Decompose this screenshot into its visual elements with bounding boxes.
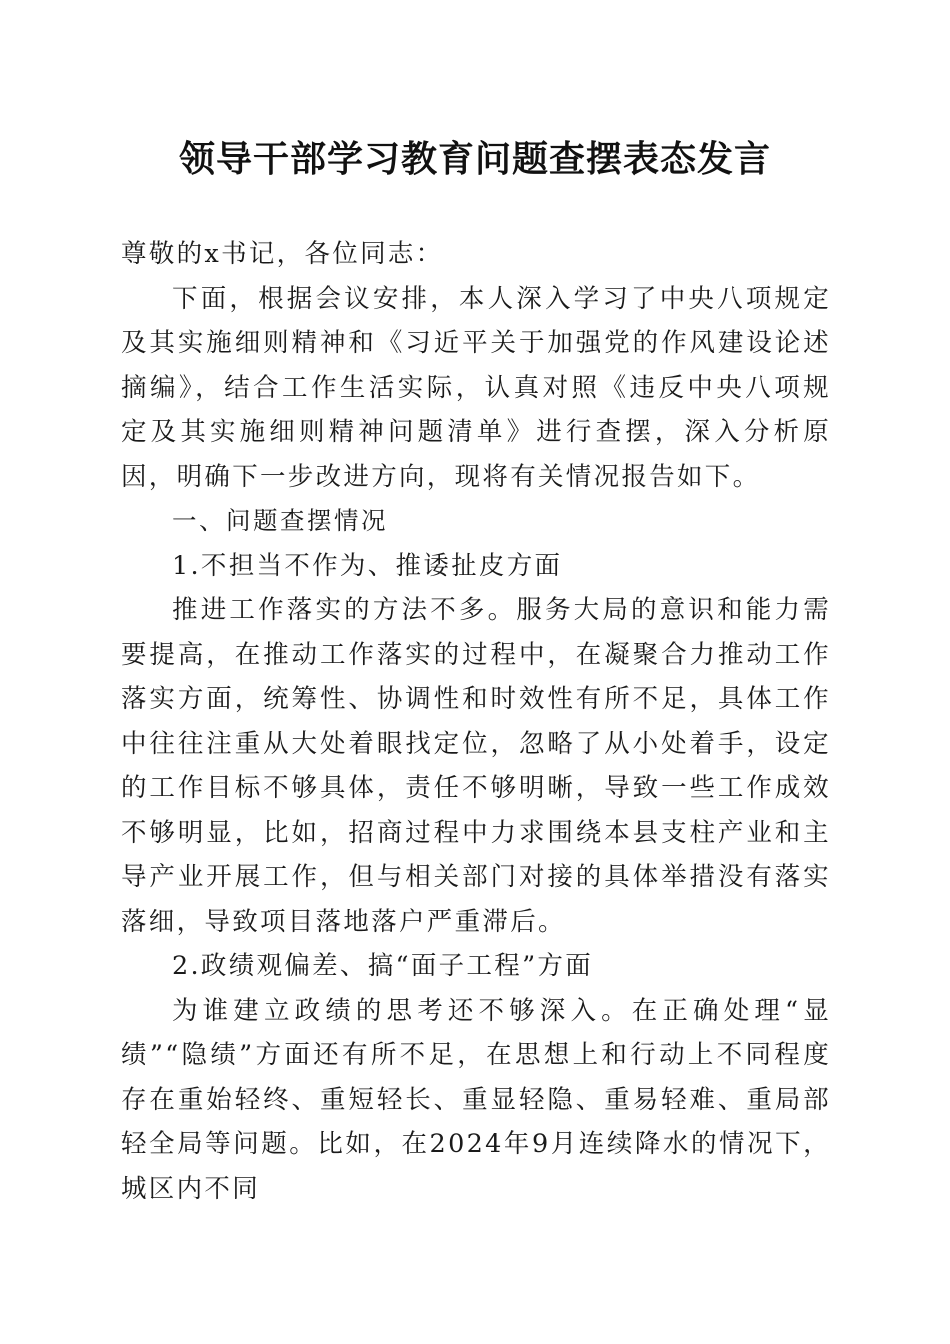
item-heading: 1.不担当不作为、推诿扯皮方面 bbox=[172, 550, 563, 581]
document-body bbox=[121, 232, 831, 1211]
intro-paragraph: 下面，根据会议安排，本人深入学习了中央八项规定及其实施细则精神和《习近平关于加强党的作风建设论述摘编》，结合工作生活实际，认真对照《违反中央八项规定及其实施细则精神问题清单》进行查摆，深入分析原因，明确下一步改进方向，现将有关情况报告如下。 bbox=[121, 283, 831, 492]
document-title: 领导干部学习教育问题查摆表态发言 bbox=[178, 138, 771, 180]
salutation: 尊敬的x书记，各位同志： bbox=[121, 239, 444, 269]
section-heading: 一、问题查摆情况 bbox=[172, 506, 388, 535]
item-paragraph: 推进工作落实的方法不多。服务大局的意识和能力需要提高，在推动工作落实的过程中，在凝聚合力推动工作落实方面，统筹性、协调性和时效性有所不足，具体工作中往往注重从大处着眼找定位，忽略了从小处着手，设定的工作目标不够具体，责任不够明晰，导致一些工作成效不够明显，比如，招商过程中力求围绕本县支柱产业和主导产业开展工作，但与相关部门对接的具体举措没有落实落细，导致项目落地落户严重滞后。 bbox=[121, 595, 831, 937]
item-paragraph: 为谁建立政绩的思考还不够深入。在正确处理“显绩”“隐绩”方面还有所不足，在思想上和行动上不同程度存在重始轻终、重短轻长、重显轻隐、重易轻难、重局部轻全局等问题。比如，在2024年9月连续降水的情况下，城区内不同 bbox=[121, 995, 831, 1204]
item-heading: 2.政绩观偏差、搞“面子工程”方面 bbox=[172, 951, 594, 981]
